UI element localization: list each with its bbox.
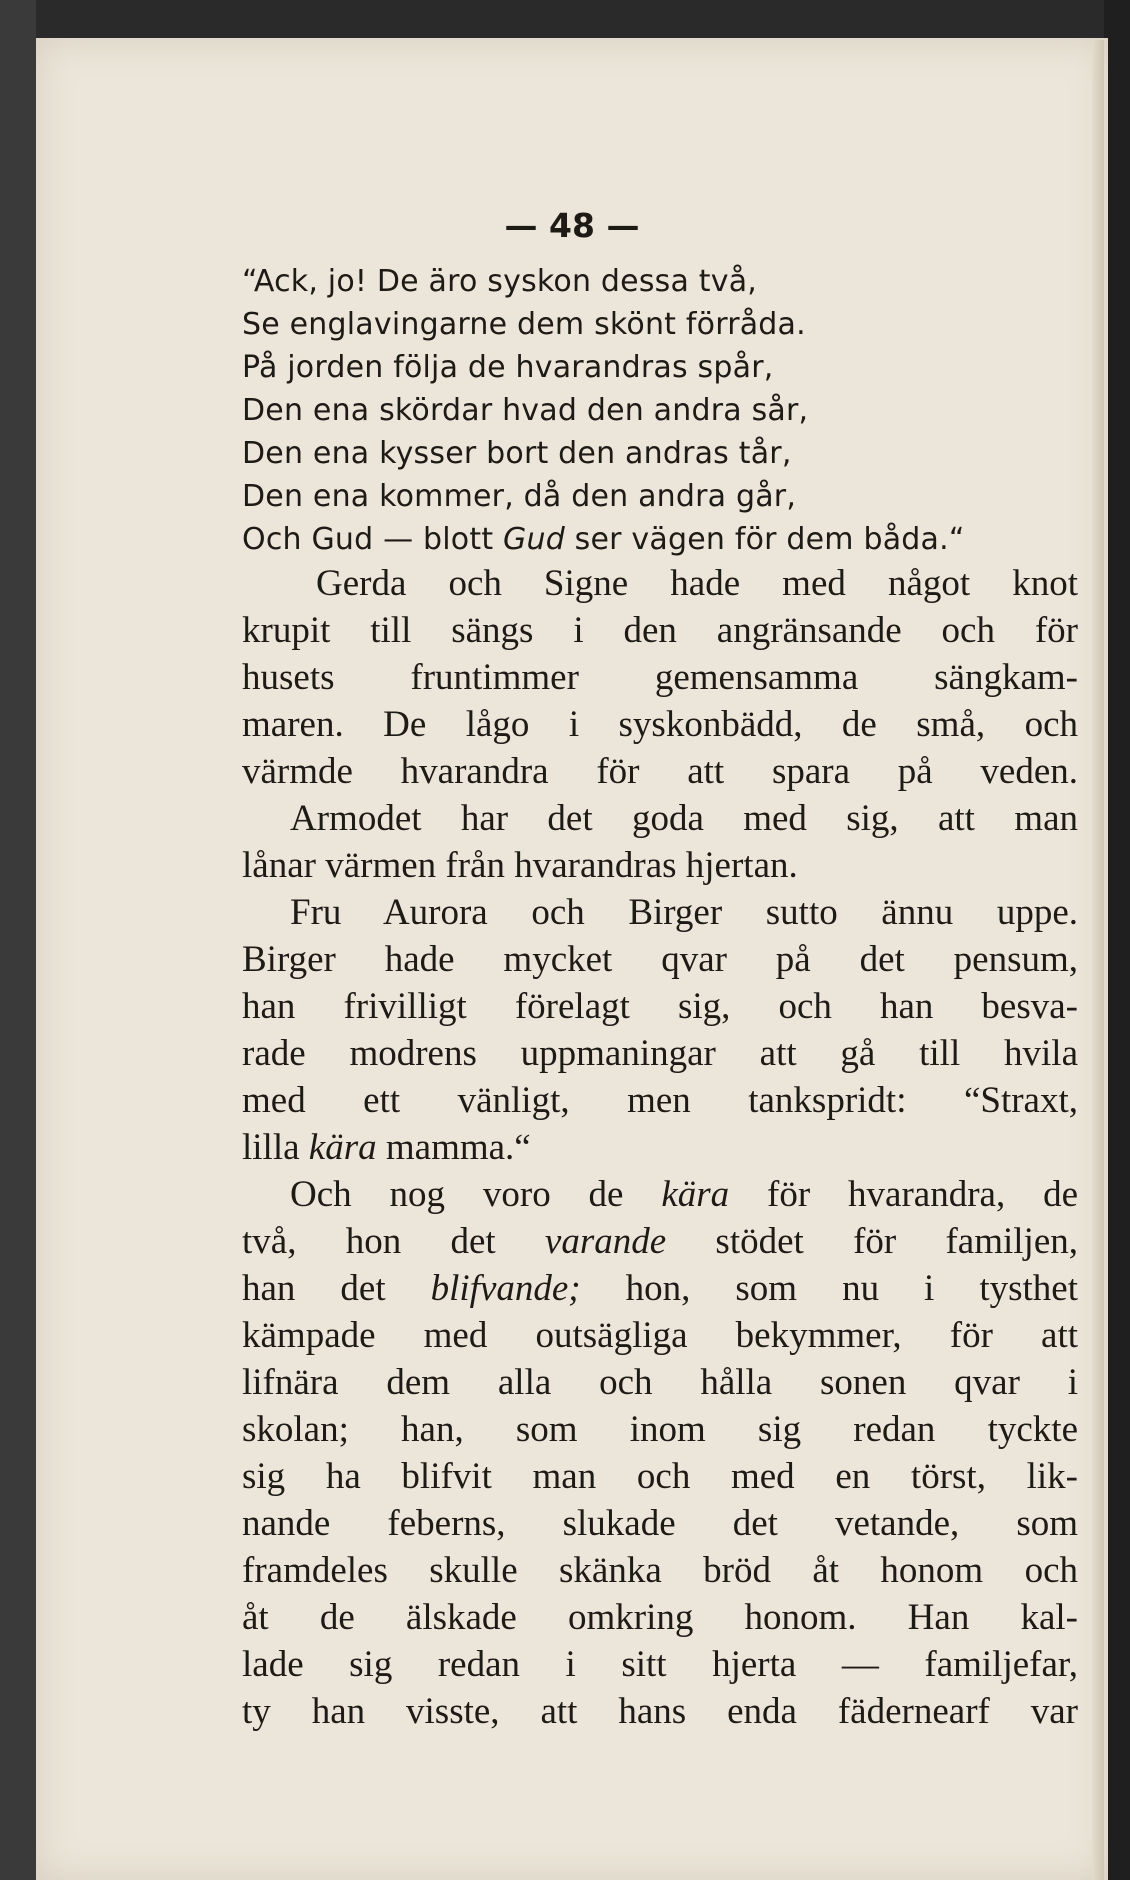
line-text: hon, som nu i tysthet xyxy=(580,1268,1078,1309)
prose-line: han frivilligt förelagt sig, och han besva- xyxy=(242,986,1078,1027)
poem-line: “Ack, jo! De äro syskon dessa två, xyxy=(242,264,758,299)
page-number: — 48 — xyxy=(504,206,640,245)
prose-line: rade modrens uppmaningar att gå till hvila xyxy=(242,1033,1078,1074)
prose-line xyxy=(242,1218,1078,1265)
poem-line: Se englavingarne dem skönt förråda. xyxy=(242,307,806,342)
line-text: han det xyxy=(242,1268,431,1309)
prose-line: Armodet har det goda med sig, att man xyxy=(290,798,1078,839)
prose-block xyxy=(242,560,1078,1735)
prose-line: lånar värmen från hvarandras hjertan. xyxy=(242,845,798,886)
line-text: Och nog voro de xyxy=(290,1174,662,1215)
poem-line: På jorden följa de hvarandras spår, xyxy=(242,350,774,385)
prose-line: skolan; han, som inom sig redan tyckte xyxy=(242,1409,1078,1450)
prose-line xyxy=(242,1124,1078,1171)
line-text: mamma.“ xyxy=(376,1127,531,1168)
prose-line xyxy=(242,1171,1078,1218)
scan-left-border xyxy=(0,0,36,1880)
poem-line: Den ena kysser bort den andras tår, xyxy=(242,436,792,471)
poem-line xyxy=(242,518,1072,561)
line-text: Och Gud — blott xyxy=(242,522,504,557)
prose-line: lifnära dem alla och hålla sonen qvar i xyxy=(242,1362,1078,1403)
poem-line: Den ena kommer, då den andra går, xyxy=(242,479,797,514)
line-text: två, hon det xyxy=(242,1221,545,1262)
emphasis-text: kära xyxy=(308,1127,377,1168)
emphasis-text: blifvande; xyxy=(430,1268,581,1309)
poem-block xyxy=(242,260,1072,561)
poem-line: Den ena skördar hvad den andra sår, xyxy=(242,393,809,428)
line-text: stödet för familjen, xyxy=(666,1221,1078,1262)
line-text: lilla xyxy=(242,1127,309,1168)
line-text: ser vägen för dem båda.“ xyxy=(564,522,965,557)
prose-line: Fru Aurora och Birger sutto ännu uppe. xyxy=(290,892,1078,933)
emphasis-text: kära xyxy=(661,1174,730,1215)
line-text: för hvarandra, de xyxy=(729,1174,1078,1215)
prose-line: nande feberns, slukade det vetande, som xyxy=(242,1503,1078,1544)
prose-line: krupit till sängs i den angränsande och för xyxy=(242,610,1078,651)
prose-line: framdeles skulle skänka bröd åt honom och xyxy=(242,1550,1078,1591)
prose-line: lade sig redan i sitt hjerta — familjefar, xyxy=(242,1644,1078,1685)
prose-line: åt de älskade omkring honom. Han kal- xyxy=(242,1597,1078,1638)
emphasis-text: varande xyxy=(544,1221,667,1262)
prose-line: sig ha blifvit man och med en törst, lik- xyxy=(242,1456,1078,1497)
prose-line: Birger hade mycket qvar på det pensum, xyxy=(242,939,1078,980)
prose-line: husets fruntimmer gemensamma sängkam- xyxy=(242,657,1078,698)
prose-line: med ett vänligt, men tankspridt: “Straxt, xyxy=(242,1080,1078,1121)
prose-line: kämpade med outsägliga bekymmer, för att xyxy=(242,1315,1078,1356)
prose-line: värmde hvarandra för att spara på veden. xyxy=(242,751,1078,792)
scan-top-border xyxy=(0,0,1130,38)
prose-line: ty han visste, att hans enda fädernearf var xyxy=(242,1691,1078,1732)
prose-line: Gerda och Signe hade med något knot xyxy=(316,563,1078,604)
prose-line xyxy=(242,1265,1078,1312)
prose-line: maren. De lågo i syskonbädd, de små, och xyxy=(242,704,1078,745)
next-page-edge xyxy=(1092,40,1104,1880)
emphasis-text: Gud xyxy=(503,522,565,557)
